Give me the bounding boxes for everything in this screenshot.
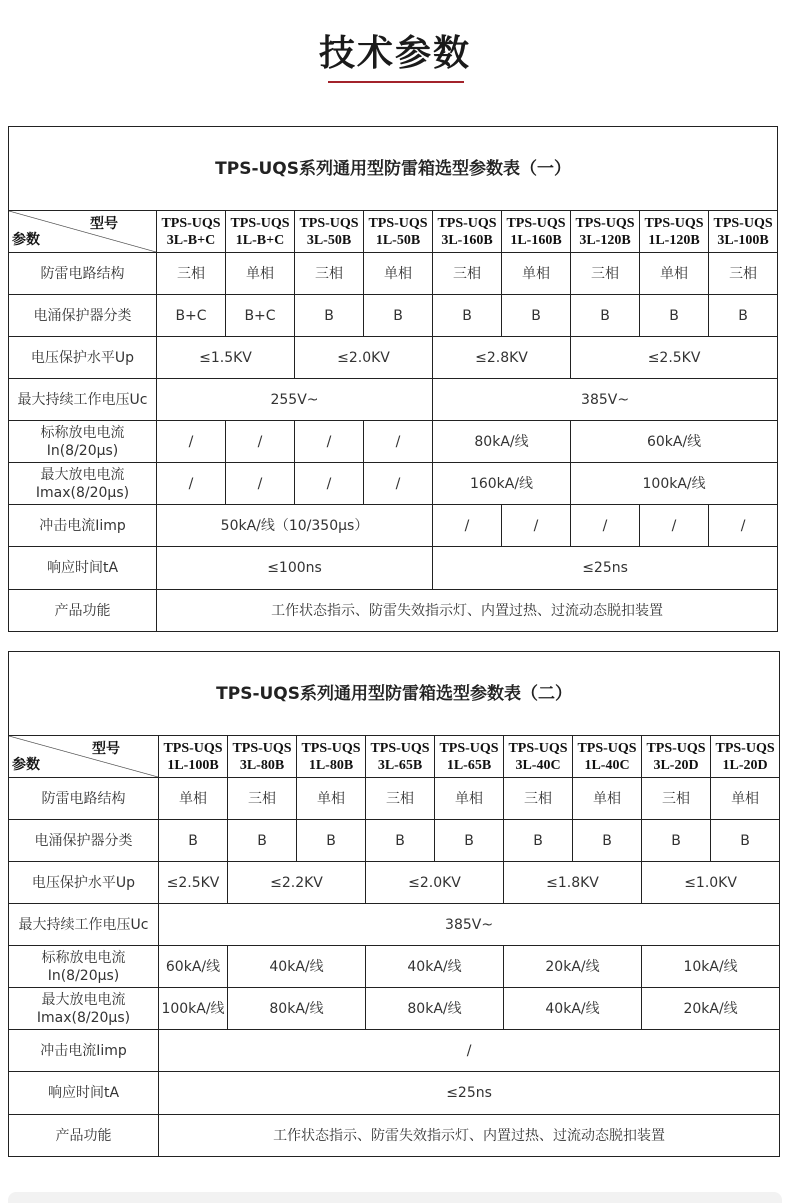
- header-diagonal-cell: [9, 211, 157, 253]
- table-cell: /: [157, 463, 226, 505]
- table-cell: 255V~: [157, 379, 433, 421]
- param-label: 最大持续工作电压Uc: [9, 904, 159, 946]
- table-cell: B: [571, 295, 640, 337]
- table-cell: 三相: [642, 778, 711, 820]
- table-cell: 单相: [711, 778, 780, 820]
- param-label: 标称放电电流 In(8/20μs): [9, 946, 159, 988]
- param-label: 冲击电流Iimp: [9, 1030, 159, 1072]
- table-cell: 单相: [364, 253, 433, 295]
- table-cell: B+C: [226, 295, 295, 337]
- header-model-label: 型号: [92, 741, 120, 757]
- param-label: 响应时间tA: [9, 1072, 159, 1115]
- table-cell: B: [366, 820, 435, 862]
- param-label: 防雷电路结构: [9, 778, 159, 820]
- table-cell: 160kA/线: [433, 463, 571, 505]
- model-header: TPS-UQS 3L-65B: [366, 736, 435, 778]
- table-cell: 单相: [502, 253, 571, 295]
- table-cell: /: [226, 463, 295, 505]
- table-cell: 80kA/线: [228, 988, 366, 1030]
- spec-table-2: [8, 651, 780, 1157]
- table-cell: B: [433, 295, 502, 337]
- table-cell: 385V~: [159, 904, 780, 946]
- param-label: 电压保护水平Up: [9, 337, 157, 379]
- model-header: TPS-UQS 3L-160B: [433, 211, 502, 253]
- param-label: 最大放电电流 Imax(8/20μs): [9, 988, 159, 1030]
- table-cell: ≤100ns: [157, 547, 433, 590]
- table-cell: B: [502, 295, 571, 337]
- param-label: 响应时间tA: [9, 547, 157, 590]
- bottom-bar: [8, 1192, 782, 1203]
- table-cell: /: [502, 505, 571, 547]
- table-cell: 单相: [640, 253, 709, 295]
- model-header: TPS-UQS 3L-120B: [571, 211, 640, 253]
- table-cell: 三相: [228, 778, 297, 820]
- table-cell: /: [295, 463, 364, 505]
- model-header: TPS-UQS 1L-B+C: [226, 211, 295, 253]
- table-cell: 385V~: [433, 379, 778, 421]
- table-cell: ≤2.8KV: [433, 337, 571, 379]
- table-cell: 10kA/线: [642, 946, 780, 988]
- header-param-label: 参数: [12, 232, 40, 248]
- table-cell: /: [157, 421, 226, 463]
- table-cell: 40kA/线: [504, 988, 642, 1030]
- table-cell: ≤25ns: [159, 1072, 780, 1115]
- table-cell: B+C: [157, 295, 226, 337]
- table-cell: 单相: [159, 778, 228, 820]
- table-cell: ≤2.5KV: [159, 862, 228, 904]
- table-cell: B: [709, 295, 778, 337]
- table-cell: B: [711, 820, 780, 862]
- table-cell: ≤2.5KV: [571, 337, 778, 379]
- table-title: TPS-UQS系列通用型防雷箱选型参数表（一）: [9, 127, 778, 211]
- model-header: TPS-UQS 3L-40C: [504, 736, 573, 778]
- header-model-label: 型号: [90, 216, 118, 232]
- header-param-label: 参数: [12, 757, 40, 773]
- model-header: TPS-UQS 1L-160B: [502, 211, 571, 253]
- table-cell: 40kA/线: [366, 946, 504, 988]
- table-cell: 三相: [295, 253, 364, 295]
- table-cell: 50kA/线（10/350μs）: [157, 505, 433, 547]
- table-cell: 80kA/线: [433, 421, 571, 463]
- spec-table-1: [8, 126, 778, 632]
- param-label: 产品功能: [9, 1115, 159, 1157]
- table-cell: ≤25ns: [433, 547, 778, 590]
- table-cell: B: [295, 295, 364, 337]
- param-label: 防雷电路结构: [9, 253, 157, 295]
- table-cell: 60kA/线: [571, 421, 778, 463]
- table-cell: ≤2.2KV: [228, 862, 366, 904]
- table-cell: 单相: [435, 778, 504, 820]
- table-cell: /: [295, 421, 364, 463]
- model-header: TPS-UQS 1L-100B: [159, 736, 228, 778]
- table-cell: 工作状态指示、防雷失效指示灯、内置过热、过流动态脱扣装置: [159, 1115, 780, 1157]
- table-cell: ≤1.5KV: [157, 337, 295, 379]
- param-label: 标称放电电流 In(8/20μs): [9, 421, 157, 463]
- table-cell: 工作状态指示、防雷失效指示灯、内置过热、过流动态脱扣装置: [157, 590, 778, 632]
- model-header: TPS-UQS 1L-80B: [297, 736, 366, 778]
- table-cell: B: [640, 295, 709, 337]
- table-cell: ≤2.0KV: [366, 862, 504, 904]
- table-cell: /: [433, 505, 502, 547]
- table-cell: 20kA/线: [642, 988, 780, 1030]
- table-cell: 三相: [504, 778, 573, 820]
- table-cell: 三相: [709, 253, 778, 295]
- table-cell: /: [709, 505, 778, 547]
- table-title: TPS-UQS系列通用型防雷箱选型参数表（二）: [9, 652, 780, 736]
- param-label: 冲击电流Iimp: [9, 505, 157, 547]
- table-cell: B: [297, 820, 366, 862]
- table-cell: ≤2.0KV: [295, 337, 433, 379]
- param-label: 电涌保护器分类: [9, 295, 157, 337]
- table-cell: /: [364, 421, 433, 463]
- table-cell: 单相: [226, 253, 295, 295]
- param-label: 最大放电电流 Imax(8/20μs): [9, 463, 157, 505]
- table-cell: ≤1.8KV: [504, 862, 642, 904]
- model-header: TPS-UQS 3L-80B: [228, 736, 297, 778]
- table-cell: B: [364, 295, 433, 337]
- model-header: TPS-UQS 1L-40C: [573, 736, 642, 778]
- table-cell: 20kA/线: [504, 946, 642, 988]
- model-header: TPS-UQS 3L-50B: [295, 211, 364, 253]
- model-header: TPS-UQS 3L-100B: [709, 211, 778, 253]
- table-cell: 三相: [571, 253, 640, 295]
- table-cell: 三相: [157, 253, 226, 295]
- table-cell: /: [571, 505, 640, 547]
- table-cell: 单相: [573, 778, 642, 820]
- page-heading: 技术参数: [318, 33, 471, 74]
- table-cell: 三相: [433, 253, 502, 295]
- header-diagonal-cell: [9, 736, 159, 778]
- heading-underline: [328, 81, 464, 83]
- table-cell: 60kA/线: [159, 946, 228, 988]
- model-header: TPS-UQS 1L-120B: [640, 211, 709, 253]
- param-label: 产品功能: [9, 590, 157, 632]
- table-cell: 80kA/线: [366, 988, 504, 1030]
- table-cell: /: [159, 1030, 780, 1072]
- table-cell: B: [228, 820, 297, 862]
- table-cell: 100kA/线: [159, 988, 228, 1030]
- table-cell: ≤1.0KV: [642, 862, 780, 904]
- table-cell: /: [226, 421, 295, 463]
- param-label: 电涌保护器分类: [9, 820, 159, 862]
- table-cell: 三相: [366, 778, 435, 820]
- table-cell: 100kA/线: [571, 463, 778, 505]
- table-cell: /: [364, 463, 433, 505]
- model-header: TPS-UQS 3L-20D: [642, 736, 711, 778]
- table-cell: /: [640, 505, 709, 547]
- model-header: TPS-UQS 1L-65B: [435, 736, 504, 778]
- table-cell: 40kA/线: [228, 946, 366, 988]
- table-cell: B: [642, 820, 711, 862]
- model-header: TPS-UQS 3L-B+C: [157, 211, 226, 253]
- table-cell: 单相: [297, 778, 366, 820]
- table-cell: B: [573, 820, 642, 862]
- model-header: TPS-UQS 1L-50B: [364, 211, 433, 253]
- param-label: 最大持续工作电压Uc: [9, 379, 157, 421]
- table-cell: B: [504, 820, 573, 862]
- table-cell: B: [435, 820, 504, 862]
- param-label: 电压保护水平Up: [9, 862, 159, 904]
- table-cell: B: [159, 820, 228, 862]
- model-header: TPS-UQS 1L-20D: [711, 736, 780, 778]
